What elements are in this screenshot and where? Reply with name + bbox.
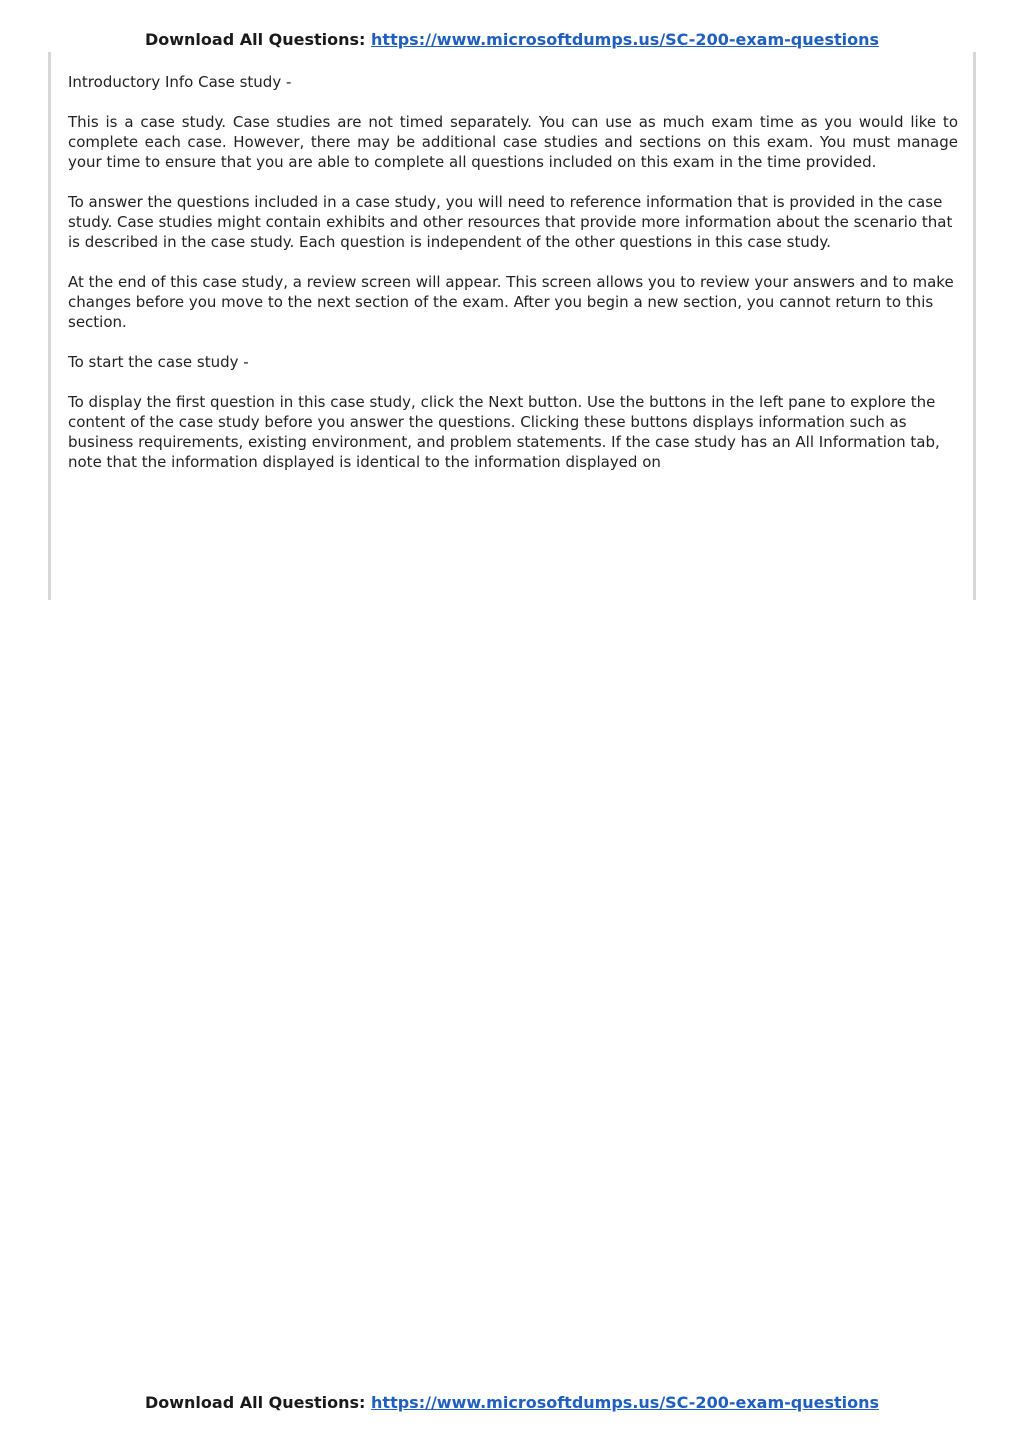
paragraph-navigation: To display the first question in this case study, click the Next button. Use the buttons in the left pane to explore the content of the case study before you answer the questions. Clicking these buttons displays information such as business requirements, existing environment, and problem statements. If the case study has an All Information tab, note that the information displayed is identical to the information displayed on <box>68 393 940 471</box>
paragraph-start-heading: To start the case study - <box>68 353 249 371</box>
header-label: Download All Questions: <box>144 30 366 49</box>
paragraph-review: At the end of this case study, a review screen will appear. This screen allows you to review your answers and to make changes before you move to the next section of the exam. After you begin a new section, you cannot return to this section. <box>68 273 954 331</box>
paragraph-answering: To answer the questions included in a case study, you will need to reference information that is provided in the case study. Case studies might contain exhibits and other resources that provide more information about the scenario that is described in the case study. Each question is independent of the other questions in this case study. <box>68 193 953 251</box>
header-banner <box>0 30 1024 49</box>
case-study-heading: Introductory Info Case study - <box>68 73 292 91</box>
footer-label: Download All Questions: <box>144 1393 366 1412</box>
header-download-link[interactable]: https://www.microsoftdumps.us/SC-200-exam-questions <box>371 30 880 49</box>
footer-download-link[interactable]: https://www.microsoftdumps.us/SC-200-exam-questions <box>371 1393 880 1412</box>
paragraph-timing: This is a case study. Case studies are not timed separately. You can use as much exam time as you would like to complete each case. However, there may be additional case studies and sections on this exam. You must manage your time to ensure that you are able to complete all questions included on this exam in the time provided. <box>68 113 958 171</box>
case-study-content <box>68 72 958 492</box>
case-study-panel <box>48 52 976 600</box>
footer-banner <box>0 1393 1024 1412</box>
